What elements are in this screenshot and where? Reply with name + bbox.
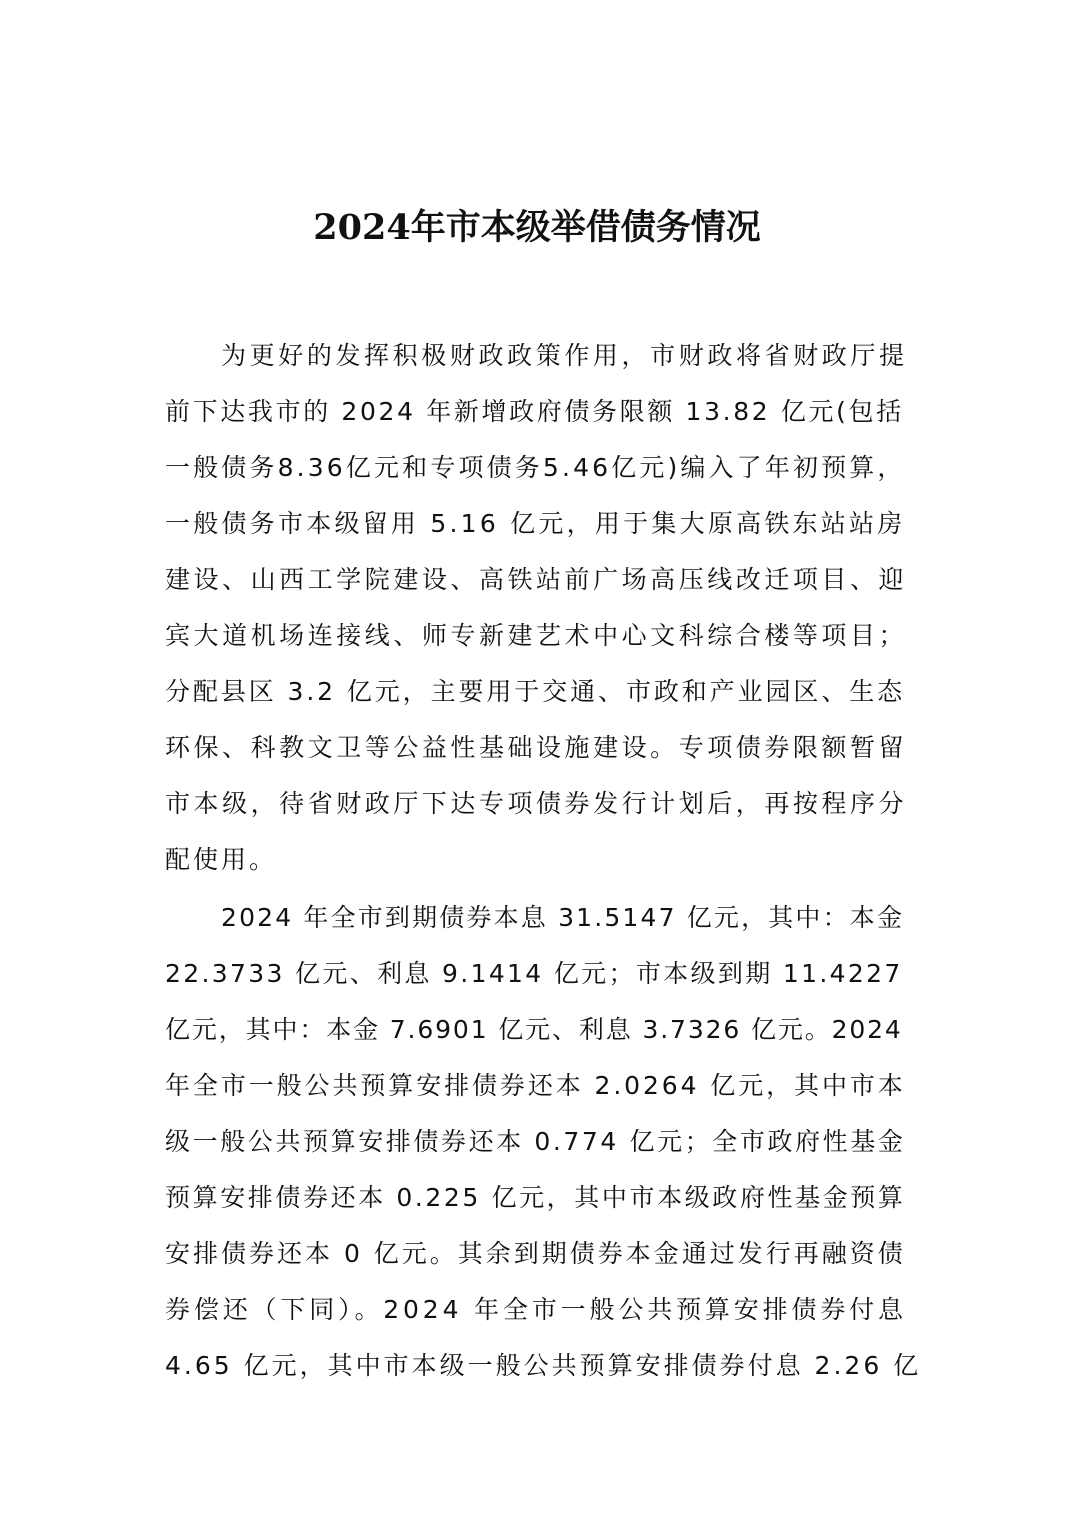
body-text-line: 分配县区 3.2 亿元，主要用于交通、市政和产业园区、生态 <box>165 677 906 706</box>
body-text-line: 年全市一般公共预算安排债券还本 2.0264 亿元，其中市本 <box>165 1071 906 1100</box>
body-text-line: 建设、山西工学院建设、高铁站前广场高压线改迁项目、迎 <box>165 565 908 594</box>
body-text-line: 配使用。 <box>165 845 278 874</box>
document-title: 2024年市本级举借债务情况 <box>313 207 761 248</box>
body-text-line: 为更好的发挥积极财政政策作用，市财政将省财政厅提 <box>221 341 908 370</box>
body-text-line: 前下达我市的 2024 年新增政府债务限额 13.82 亿元(包括 <box>165 397 904 426</box>
body-text-line: 2024 年全市到期债券本息 31.5147 亿元，其中：本金 <box>221 903 905 932</box>
body-text-line: 一般债务8.36亿元和专项债务5.46亿元)编入了年初预算， <box>165 453 906 482</box>
body-text-line: 4.65 亿元，其中市本级一般公共预算安排债券付息 2.26 亿 <box>165 1351 922 1380</box>
body-text-line: 预算安排债券还本 0.225 亿元，其中市本级政府性基金预算 <box>165 1183 906 1212</box>
body-text-line: 券偿还（下同）。2024 年全市一般公共预算安排债券付息 <box>165 1295 907 1324</box>
body-text-line: 环保、科教文卫等公益性基础设施建设。专项债券限额暂留 <box>165 733 908 762</box>
body-text-line: 亿元，其中：本金 7.6901 亿元、利息 3.7326 亿元。2024 <box>165 1015 903 1044</box>
body-text-line: 市本级，待省财政厅下达专项债券发行计划后，再按程序分 <box>165 789 908 818</box>
body-text-line: 级一般公共预算安排债券还本 0.774 亿元；全市政府性基金 <box>165 1127 906 1156</box>
body-text-line: 一般债务市本级留用 5.16 亿元，用于集大原高铁东站站房 <box>165 509 906 538</box>
body-text-line: 安排债券还本 0 亿元。其余到期债券本金通过发行再融资债 <box>165 1239 906 1268</box>
body-text-line: 宾大道机场连接线、师专新建艺术中心文科综合楼等项目； <box>165 621 908 650</box>
body-text-line: 22.3733 亿元、利息 9.1414 亿元；市本级到期 11.4227 <box>165 959 903 988</box>
